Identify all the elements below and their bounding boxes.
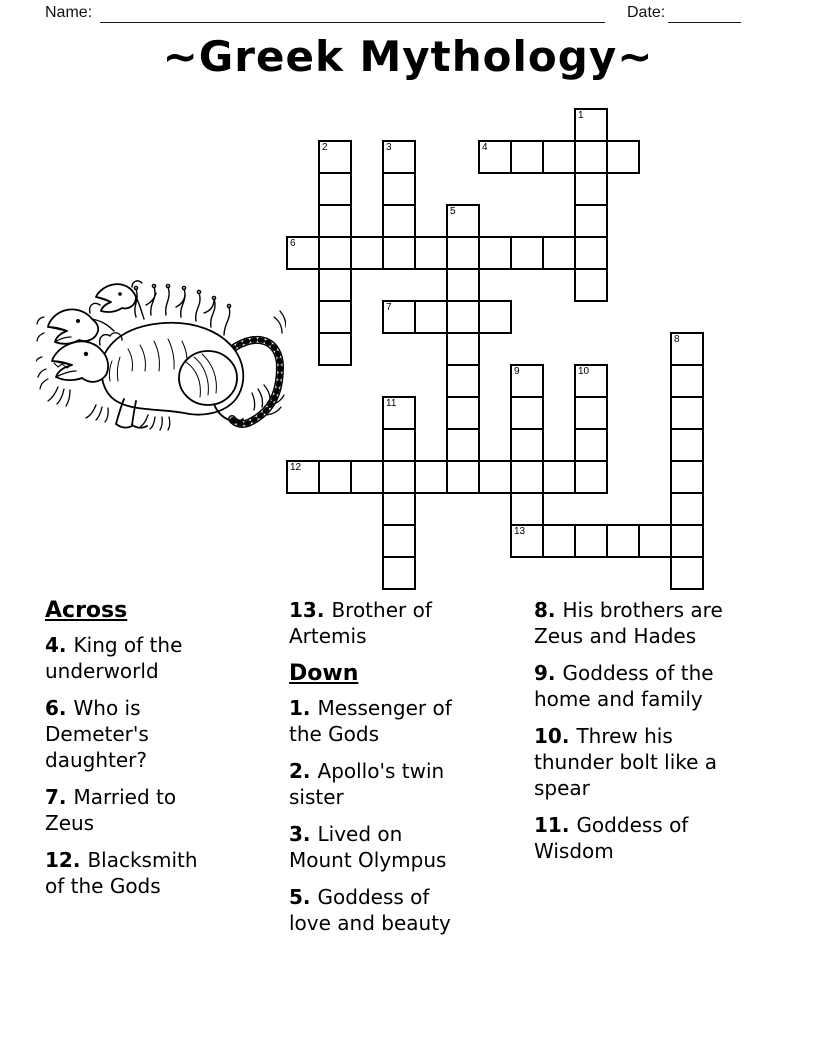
grid-cell[interactable] — [446, 428, 480, 462]
grid-cell[interactable] — [350, 460, 384, 494]
down-heading: Down — [289, 661, 359, 686]
clue-down-8 — [534, 597, 734, 649]
grid-cell[interactable] — [478, 236, 512, 270]
clue-text: Married to Zeus — [45, 785, 177, 835]
grid-cell[interactable] — [574, 204, 608, 238]
grid-cell-4[interactable] — [478, 140, 512, 174]
clue-across-12 — [45, 847, 213, 899]
grid-cell[interactable] — [478, 460, 512, 494]
grid-cell[interactable] — [510, 492, 544, 526]
grid-cell[interactable] — [350, 236, 384, 270]
clue-across-4 — [45, 632, 213, 684]
clues-column-middle — [289, 597, 467, 947]
cell-number: 10 — [578, 366, 590, 377]
grid-cell[interactable] — [510, 428, 544, 462]
grid-cell[interactable] — [446, 460, 480, 494]
grid-cell[interactable] — [318, 172, 352, 206]
clue-down-11 — [534, 812, 734, 864]
clue-down-3 — [289, 821, 467, 873]
grid-cell[interactable] — [574, 236, 608, 270]
grid-cell[interactable] — [670, 364, 704, 398]
clue-across-13 — [289, 597, 467, 649]
clue-down-2 — [289, 758, 467, 810]
grid-cell[interactable] — [574, 172, 608, 206]
clue-across-7 — [45, 784, 213, 836]
grid-cell[interactable] — [574, 140, 608, 174]
grid-cell[interactable] — [446, 364, 480, 398]
grid-cell[interactable] — [670, 556, 704, 590]
grid-cell-7[interactable] — [382, 300, 416, 334]
cell-number: 12 — [290, 462, 302, 473]
grid-cell[interactable] — [382, 204, 416, 238]
clue-text: Who is Demeter's daughter? — [45, 696, 149, 772]
clue-number: 1. — [289, 696, 311, 720]
crossword-grid — [286, 108, 708, 592]
grid-cell[interactable] — [542, 460, 576, 494]
clue-text: Goddess of Wisdom — [534, 813, 689, 863]
grid-cell[interactable] — [574, 524, 608, 558]
grid-cell-13[interactable] — [510, 524, 544, 558]
clue-number: 12. — [45, 848, 81, 872]
clue-text: Goddess of love and beauty — [289, 885, 451, 935]
grid-cell[interactable] — [318, 204, 352, 238]
grid-cell[interactable] — [446, 396, 480, 430]
grid-cell-3[interactable] — [382, 140, 416, 174]
date-line[interactable] — [668, 2, 741, 23]
clue-text: Goddess of the home and family — [534, 661, 714, 711]
grid-cell[interactable] — [574, 460, 608, 494]
grid-cell[interactable] — [446, 268, 480, 302]
clue-text: Blacksmith of the Gods — [45, 848, 198, 898]
clue-text: His brothers are Zeus and Hades — [534, 598, 723, 648]
cell-number: 13 — [514, 526, 526, 537]
grid-cell-10[interactable] — [574, 364, 608, 398]
grid-cell[interactable] — [446, 332, 480, 366]
grid-cell[interactable] — [606, 524, 640, 558]
cell-number: 11 — [386, 398, 397, 409]
grid-cell[interactable] — [318, 268, 352, 302]
clue-text: Lived on Mount Olympus — [289, 822, 447, 872]
grid-cell[interactable] — [606, 140, 640, 174]
cell-number: 6 — [290, 238, 296, 249]
grid-cell[interactable] — [510, 140, 544, 174]
clues-column-across — [45, 597, 213, 910]
grid-cell[interactable] — [638, 524, 672, 558]
grid-cell[interactable] — [382, 428, 416, 462]
grid-cell-12[interactable] — [286, 460, 320, 494]
page-title: ~Greek Mythology~ — [162, 32, 654, 81]
grid-cell-2[interactable] — [318, 140, 352, 174]
grid-cell[interactable] — [414, 300, 448, 334]
clue-number: 9. — [534, 661, 556, 685]
clue-number: 10. — [534, 724, 570, 748]
grid-cell[interactable] — [318, 460, 352, 494]
grid-cell[interactable] — [382, 524, 416, 558]
cell-number: 4 — [482, 142, 488, 153]
cerberus-illustration — [36, 256, 286, 438]
name-label: Name: — [45, 4, 93, 21]
grid-cell[interactable] — [670, 428, 704, 462]
grid-cell[interactable] — [574, 428, 608, 462]
cell-number: 2 — [322, 142, 328, 153]
grid-cell[interactable] — [542, 524, 576, 558]
grid-cell-1[interactable] — [574, 108, 608, 142]
clue-down-9 — [534, 660, 734, 712]
grid-cell[interactable] — [574, 268, 608, 302]
clue-number: 8. — [534, 598, 556, 622]
clue-text: Apollo's twin sister — [289, 759, 445, 809]
clue-down-5 — [289, 884, 467, 936]
date-label: Date: — [627, 4, 666, 21]
grid-cell[interactable] — [510, 396, 544, 430]
grid-cell[interactable] — [382, 172, 416, 206]
clue-number: 5. — [289, 885, 311, 909]
grid-cell[interactable] — [670, 524, 704, 558]
grid-cell[interactable] — [382, 492, 416, 526]
grid-cell[interactable] — [318, 332, 352, 366]
grid-cell[interactable] — [446, 236, 480, 270]
cell-number: 1 — [578, 110, 584, 121]
clue-across-6 — [45, 695, 213, 773]
grid-cell[interactable] — [670, 396, 704, 430]
grid-cell[interactable] — [478, 300, 512, 334]
grid-cell-9[interactable] — [510, 364, 544, 398]
grid-cell[interactable] — [382, 556, 416, 590]
clue-down-10 — [534, 723, 734, 801]
grid-cell-11[interactable] — [382, 396, 416, 430]
cell-number: 7 — [386, 302, 392, 313]
grid-cell[interactable] — [670, 460, 704, 494]
clue-number: 2. — [289, 759, 311, 783]
clue-number: 4. — [45, 633, 67, 657]
grid-cell[interactable] — [414, 460, 448, 494]
clue-number: 11. — [534, 813, 570, 837]
grid-cell[interactable] — [318, 236, 352, 270]
clue-text: Threw his thunder bolt like a spear — [534, 724, 718, 800]
grid-cell[interactable] — [382, 236, 416, 270]
clue-text: King of the underworld — [45, 633, 183, 683]
grid-cell[interactable] — [382, 460, 416, 494]
clue-number: 6. — [45, 696, 67, 720]
name-line[interactable] — [100, 2, 605, 23]
clue-text: Messenger of the Gods — [289, 696, 452, 746]
clue-text: Brother of Artemis — [289, 598, 432, 648]
cell-number: 8 — [674, 334, 680, 345]
grid-cell[interactable] — [510, 460, 544, 494]
grid-cell[interactable] — [414, 236, 448, 270]
grid-cell[interactable] — [542, 140, 576, 174]
grid-cell[interactable] — [510, 236, 544, 270]
across-heading: Across — [45, 598, 128, 623]
grid-cell[interactable] — [542, 236, 576, 270]
cell-number: 5 — [450, 206, 456, 217]
clue-number: 7. — [45, 785, 67, 809]
cell-number: 3 — [386, 142, 392, 153]
clue-number: 3. — [289, 822, 311, 846]
grid-cell-5[interactable] — [446, 204, 480, 238]
grid-cell[interactable] — [670, 492, 704, 526]
clue-number: 13. — [289, 598, 325, 622]
grid-cell[interactable] — [446, 300, 480, 334]
grid-cell-8[interactable] — [670, 332, 704, 366]
grid-cell[interactable] — [574, 396, 608, 430]
cell-number: 9 — [514, 366, 520, 377]
clue-down-1 — [289, 695, 467, 747]
grid-cell-6[interactable] — [286, 236, 320, 270]
clues-column-down — [534, 597, 734, 875]
grid-cell[interactable] — [318, 300, 352, 334]
